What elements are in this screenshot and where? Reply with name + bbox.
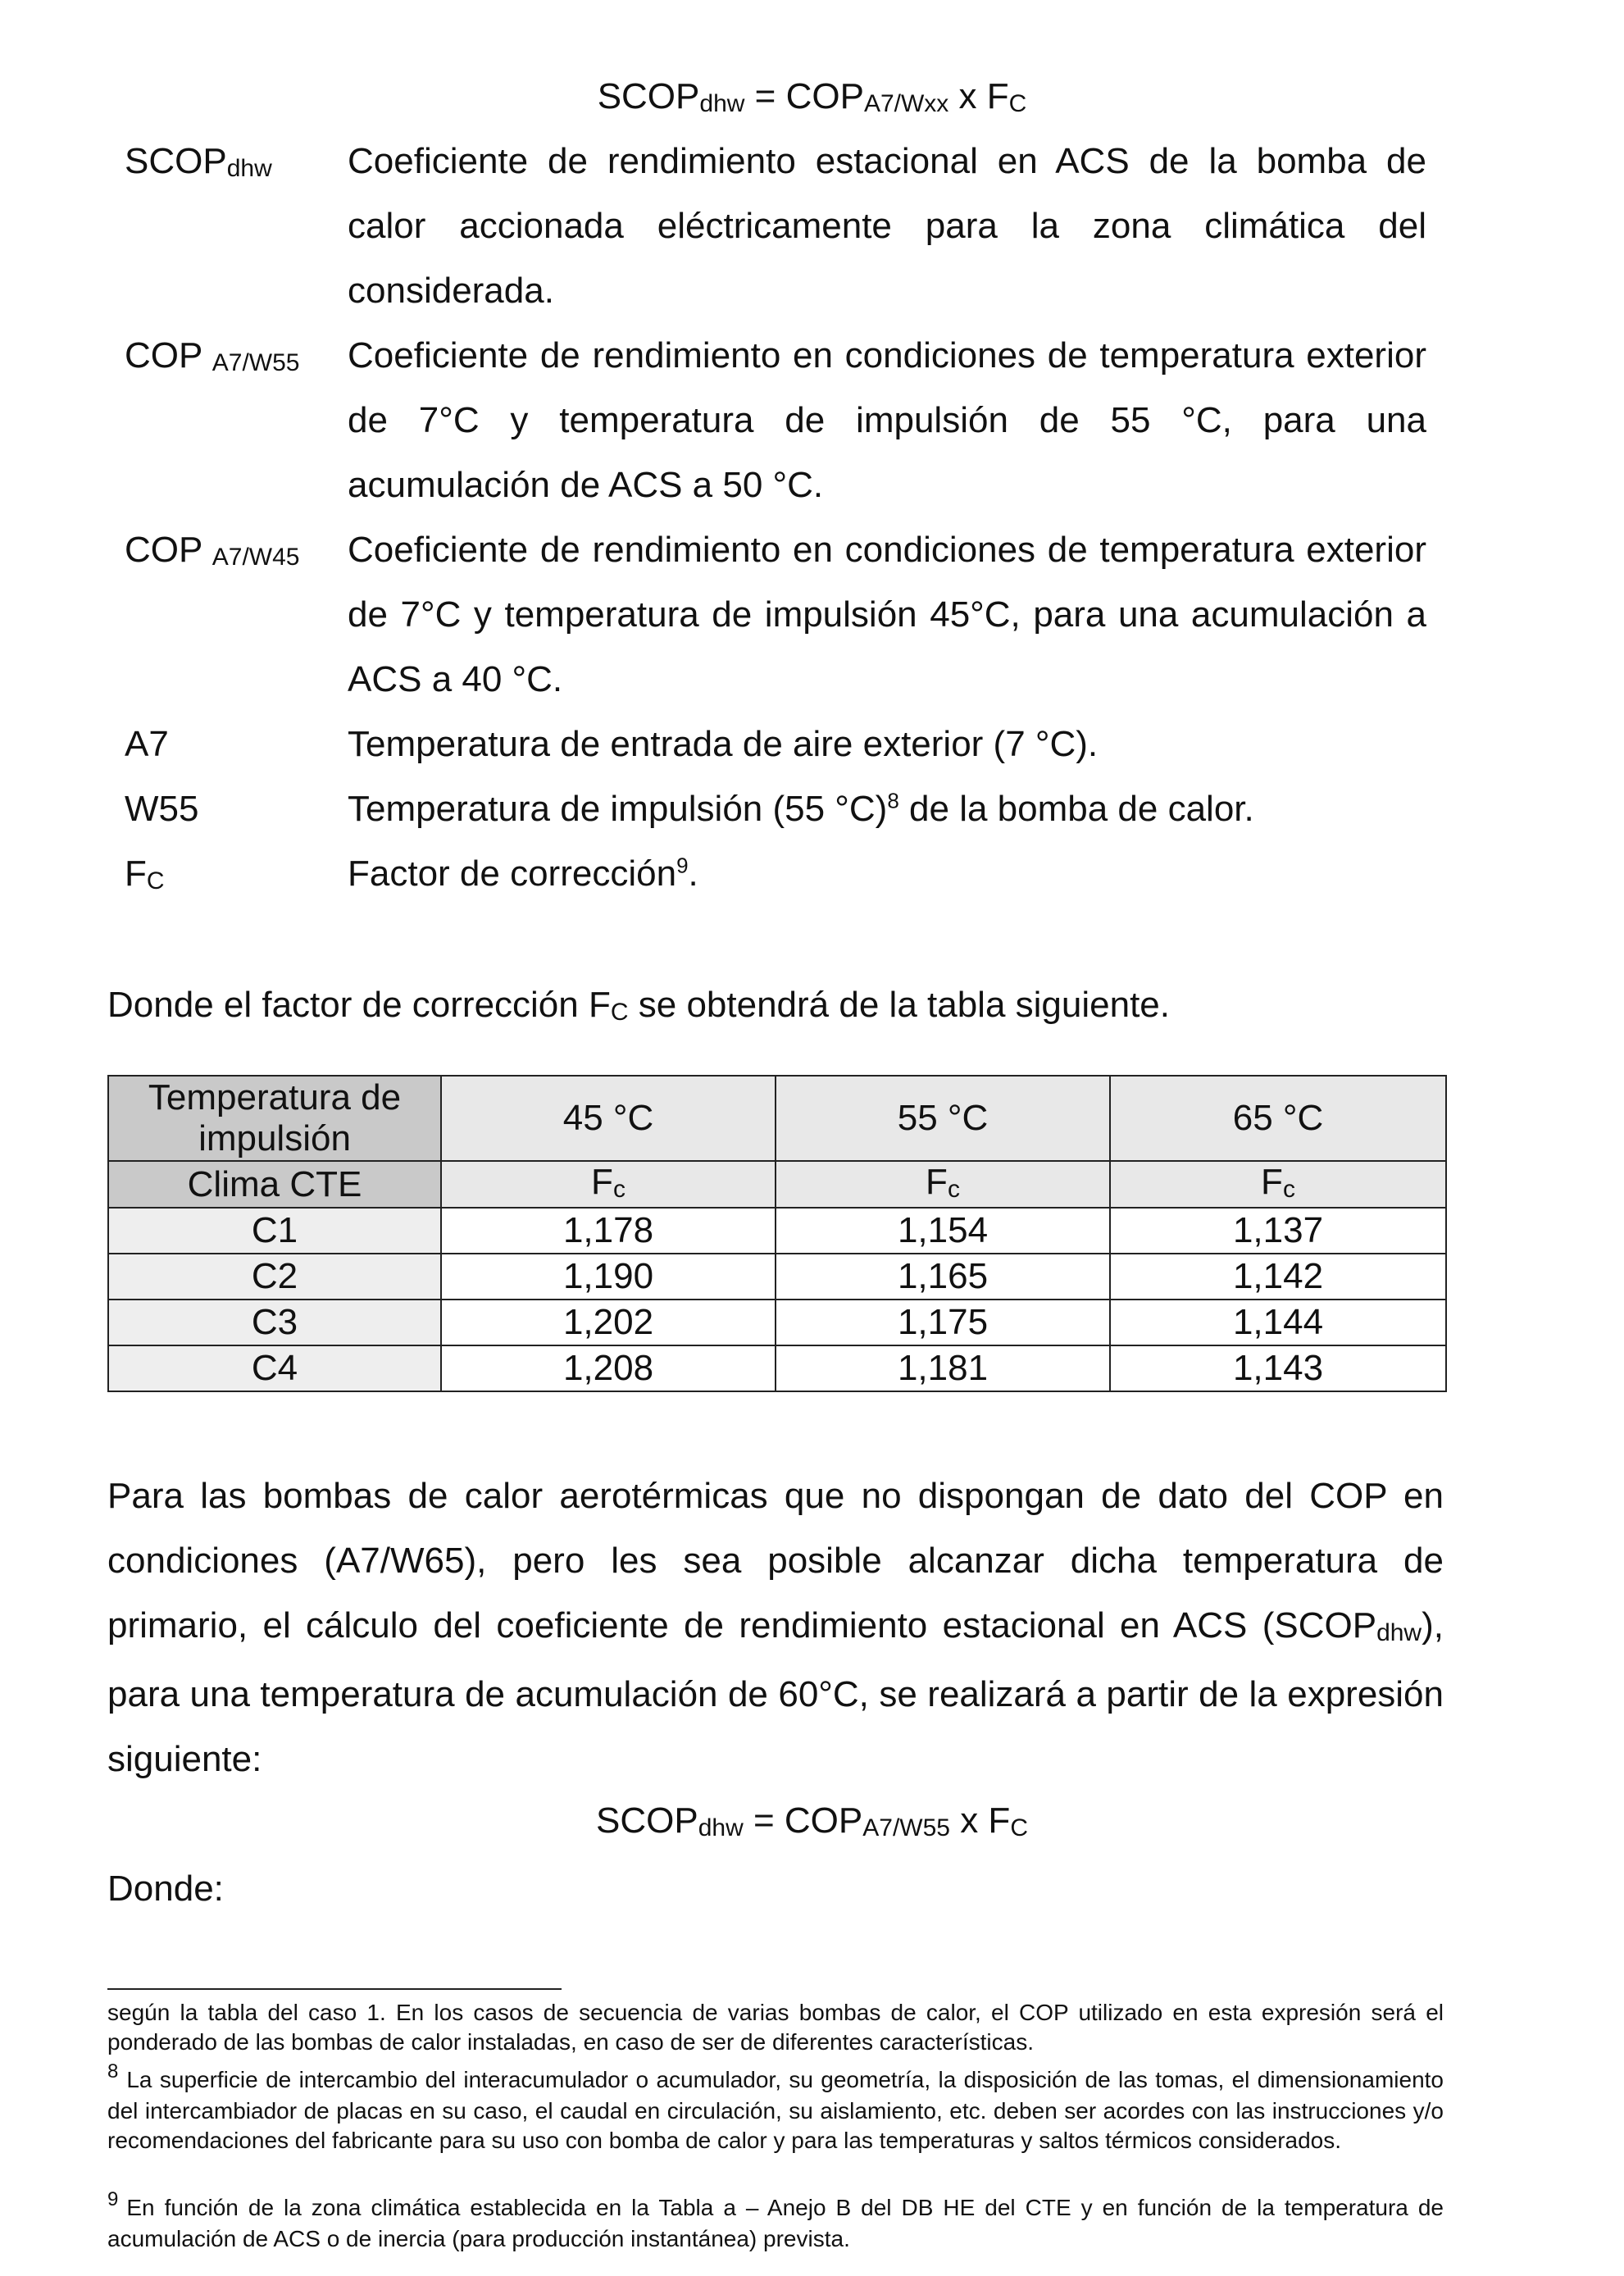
header-fc: Fc <box>441 1161 776 1208</box>
footnote-continuation: según la tabla del caso 1. En los casos de secuencia de varias bombas de calor, el COP utilizado en esta expresión será el ponderado de las bombas de calor instaladas, en caso de ser de diferentes características. <box>107 2000 1444 2055</box>
definition-text: Coeficiente de rendimiento en condiciones de temperatura exterior de 7°C y temperatura de impulsión 45°C, para una acumulación a ACS a 40 °C. <box>348 530 1426 699</box>
row-clima: C4 <box>108 1345 441 1391</box>
row-clima: C3 <box>108 1300 441 1345</box>
paragraph-aerotermicas: Para las bombas de calor aerotérmicas que no dispongan de dato del COP en condiciones (A7/W65), pero les sea posible alcanzar dicha temperatura de primario, el cálculo del coeficiente de rendimiento estacional en ACS (SCOPdhw), para una temperatura de acumulación de 60°C, se realizará a partir de la expresión siguiente: <box>107 1476 1444 1779</box>
table-row <box>108 1345 1446 1391</box>
definition-text: Coeficiente de rendimiento en condiciones de temperatura exterior de 7°C y temperatura de impulsión de 55 °C, para una acumulación de ACS a 50 °C. <box>348 335 1426 505</box>
header-fc: Fc <box>776 1161 1110 1208</box>
definition-term: COP A7/W55 <box>125 335 300 376</box>
formula-lhs: SCOP <box>597 76 700 116</box>
table-header-row <box>108 1076 1446 1161</box>
definition-text: Temperatura de entrada de aire exterior (7 °C). <box>348 724 1099 764</box>
definition-term: FC <box>125 854 165 894</box>
row-clima: C1 <box>108 1208 441 1254</box>
formula-lhs-subscript: dhw <box>699 90 745 117</box>
row-value: 1,165 <box>776 1254 1110 1300</box>
formula-fc-subscript: C <box>1008 90 1027 117</box>
header-fc: Fc <box>1110 1161 1446 1208</box>
row-value: 1,142 <box>1110 1254 1446 1300</box>
table-row <box>108 1300 1446 1345</box>
header-temperatura-impulsion: Temperatura de impulsión <box>108 1076 441 1161</box>
formula-lhs-subscript: dhw <box>698 1814 744 1841</box>
footnote-number: 9 <box>107 2188 119 2210</box>
footnote-9: 9 En función de la zona climática establecida en la Tabla a – Anejo B del DB HE del CTE y en función de la temperatura de acumulación de ACS o de inercia (para producción instantánea) prevista. <box>107 2188 1444 2251</box>
footnote-ref-8: 8 <box>887 788 899 813</box>
formula-times-f: x F <box>948 76 1009 116</box>
table-row <box>108 1208 1446 1254</box>
row-value: 1,143 <box>1110 1345 1446 1391</box>
table-row <box>108 1254 1446 1300</box>
formula-scop-w55 <box>0 1796 1624 1850</box>
footnote-8: 8 La superficie de intercambio del interacumulador o acumulador, su geometría, la disposición de las tomas, el dimensionamiento del intercambiador de placas en su caso, el caudal en circulación, su aislamiento, etc. deben ser acordes con las instrucciones y/o recomendaciones del fabricante para su uso con bomba de calor y para las temperaturas y saltos térmicos considerados. <box>107 2060 1444 2153</box>
table-subheader-row <box>108 1161 1446 1208</box>
header-temp-45: 45 °C <box>441 1076 776 1161</box>
row-value: 1,178 <box>441 1208 776 1254</box>
row-value: 1,181 <box>776 1345 1110 1391</box>
row-value: 1,137 <box>1110 1208 1446 1254</box>
formula-scop-wxx <box>0 72 1624 125</box>
row-value: 1,154 <box>776 1208 1110 1254</box>
row-value: 1,144 <box>1110 1300 1446 1345</box>
definition-text: Temperatura de impulsión (55 °C)$^8$ de la bomba de calor. <box>348 788 1254 829</box>
correction-factor-table <box>107 1075 1447 1392</box>
table-intro-sentence: Donde el factor de corrección FC se obtendrá de la tabla siguiente. <box>107 985 1171 1026</box>
row-value: 1,175 <box>776 1300 1110 1345</box>
formula-rhs-subscript: A7/Wxx <box>863 90 949 117</box>
definition-term: SCOPdhw <box>125 141 272 182</box>
definition-text: Factor de corrección$^9$. <box>348 853 698 894</box>
definition-term: W55 <box>125 789 199 829</box>
header-clima-cte: Clima CTE <box>108 1161 441 1208</box>
donde-label: Donde: <box>107 1869 224 1909</box>
formula-times-f: x F <box>949 1800 1011 1841</box>
header-temp-55: 55 °C <box>776 1076 1110 1161</box>
definition-term: A7 <box>125 724 169 764</box>
footnote-number: 8 <box>107 2060 119 2083</box>
formula-equals-cop: = COP <box>744 76 864 116</box>
header-temp-65: 65 °C <box>1110 1076 1446 1161</box>
footnote-separator <box>107 1988 562 1990</box>
formula-fc-subscript: C <box>1010 1814 1028 1841</box>
formula-lhs: SCOP <box>596 1800 698 1841</box>
row-value: 1,208 <box>441 1345 776 1391</box>
row-clima: C2 <box>108 1254 441 1300</box>
formula-rhs-subscript: A7/W55 <box>862 1814 950 1841</box>
row-value: 1,202 <box>441 1300 776 1345</box>
footnote-ref-9: 9 <box>676 853 689 878</box>
definition-text: Coeficiente de rendimiento estacional en ACS de la bomba de calor accionada eléctricamente para la zona climática del considerada. <box>348 141 1426 311</box>
definition-term: COP A7/W45 <box>125 530 300 571</box>
formula-equals-cop: = COP <box>743 1800 863 1841</box>
row-value: 1,190 <box>441 1254 776 1300</box>
